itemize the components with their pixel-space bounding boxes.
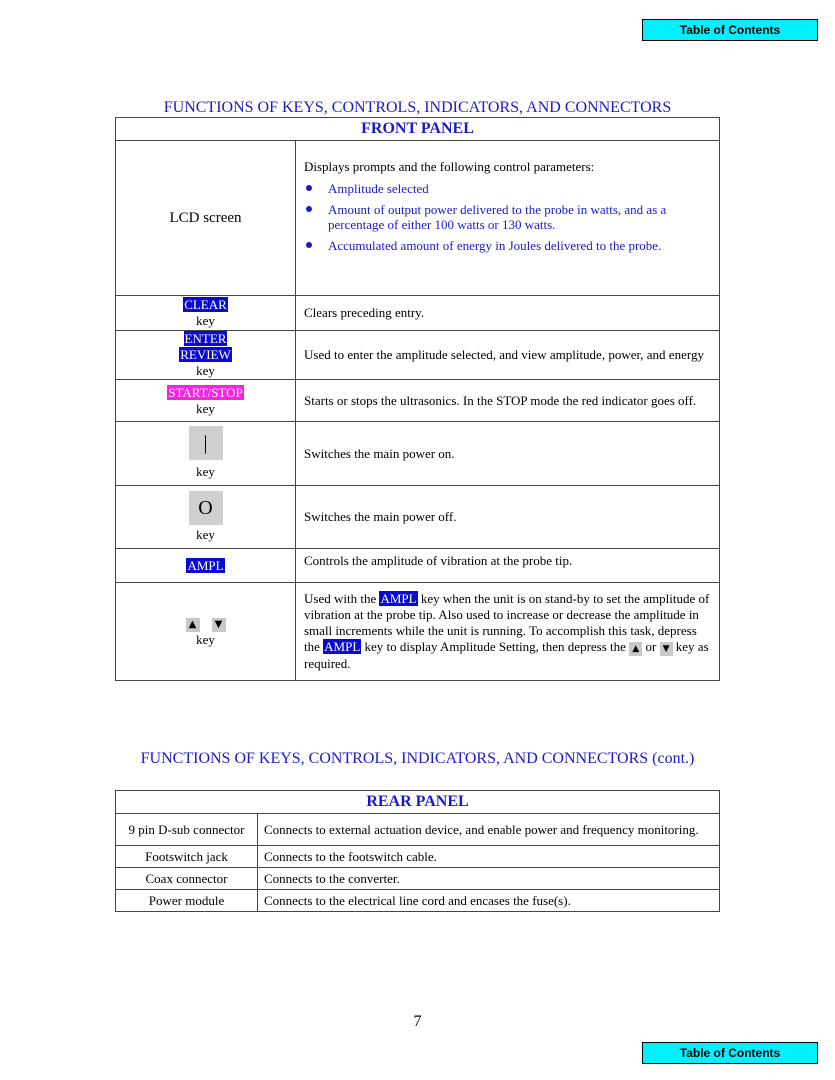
table-row bbox=[116, 141, 720, 296]
enter-review-key-desc: Used to enter the amplitude selected, and view amplitude, power, and energy bbox=[296, 331, 720, 380]
start-stop-key-label: START/STOP bbox=[168, 384, 243, 400]
enter-key-label: ENTER bbox=[184, 331, 227, 346]
key-word: key bbox=[196, 363, 215, 378]
rear-item-name: 9 pin D-sub connector bbox=[116, 814, 258, 846]
key-word: key bbox=[196, 313, 215, 328]
rear-item-desc: Connects to the electrical line cord and encases the fuse(s). bbox=[258, 890, 720, 912]
key-word: key bbox=[196, 632, 215, 647]
power-on-key-cell bbox=[116, 422, 296, 486]
front-section-title: FUNCTIONS OF KEYS, CONTROLS, INDICATORS, AND CONNECTORS bbox=[163, 99, 672, 116]
clear-key-cell bbox=[116, 296, 296, 331]
key-word: key bbox=[196, 463, 215, 479]
table-row bbox=[116, 890, 720, 912]
rear-item-desc: Connects to the converter. bbox=[258, 868, 720, 890]
list-item: Amplitude selected bbox=[304, 181, 711, 196]
start-stop-key-desc: Starts or stops the ultrasonics. In the STOP mode the red indicator goes off. bbox=[296, 380, 720, 422]
ampl-key-label: AMPL bbox=[187, 557, 224, 573]
lcd-bullet-list bbox=[304, 181, 711, 253]
table-row bbox=[116, 814, 720, 846]
key-word: key bbox=[196, 527, 215, 542]
table-row bbox=[116, 486, 720, 549]
start-stop-key-cell bbox=[116, 380, 296, 422]
table-of-contents-button-top[interactable]: Table of Contents bbox=[642, 19, 818, 41]
table-row bbox=[116, 846, 720, 868]
key-word: key bbox=[196, 400, 215, 416]
clear-key-desc: Clears preceding entry. bbox=[296, 296, 720, 331]
rear-panel-table bbox=[115, 790, 720, 912]
arrow-up-icon: ▲ bbox=[629, 642, 642, 656]
ampl-inline-label: AMPL bbox=[380, 591, 417, 607]
rear-item-name: Power module bbox=[116, 890, 258, 912]
rear-item-name: Footswitch jack bbox=[116, 846, 258, 868]
power-off-key-desc: Switches the main power off. bbox=[296, 486, 720, 549]
table-of-contents-button-bottom[interactable]: Table of Contents bbox=[642, 1042, 818, 1064]
table-row bbox=[116, 868, 720, 890]
ampl-key-cell bbox=[116, 549, 296, 583]
front-panel-heading: FRONT PANEL bbox=[116, 118, 720, 141]
front-panel-table bbox=[115, 117, 720, 681]
review-key-label: REVIEW bbox=[180, 347, 231, 362]
table-row bbox=[116, 549, 720, 583]
rear-item-desc: Connects to external actuation device, and enable power and frequency monitoring. bbox=[258, 814, 720, 846]
power-off-key-cell bbox=[116, 486, 296, 549]
table-row bbox=[116, 583, 720, 681]
power-off-key-icon: O bbox=[189, 491, 223, 525]
arrow-keys-desc: Used with the AMPL key when the unit is on stand-by to set the amplitude of vibration at the probe tip. Also used to increase or decrease the amplitude in small increments while the unit is running. To accomplish this task, depress the AMPL key to display Amplitude Setting, then depress the ▲ or ▼ key as required. bbox=[296, 583, 720, 681]
lcd-screen-desc bbox=[296, 141, 720, 296]
list-item: Amount of output power delivered to the probe in watts, and as a percentage of either 100 watts or 130 watts. bbox=[304, 202, 711, 232]
lcd-intro: Displays prompts and the following control parameters: bbox=[304, 159, 595, 174]
rear-section-title: FUNCTIONS OF KEYS, CONTROLS, INDICATORS, AND CONNECTORS (cont.) bbox=[140, 750, 695, 767]
arrow-down-icon: ▼ bbox=[660, 642, 673, 656]
ampl-key-desc: Controls the amplitude of vibration at the probe tip. bbox=[296, 549, 720, 583]
page-number: 7 bbox=[413, 1013, 422, 1030]
clear-key-label: CLEAR bbox=[184, 297, 227, 312]
table-row bbox=[116, 296, 720, 331]
lcd-screen-label: LCD screen bbox=[116, 141, 296, 296]
ampl-inline-label: AMPL bbox=[324, 639, 361, 655]
rear-item-name: Coax connector bbox=[116, 868, 258, 890]
table-row bbox=[116, 331, 720, 380]
table-row bbox=[116, 380, 720, 422]
rear-item-desc: Connects to the footswitch cable. bbox=[258, 846, 720, 868]
table-row bbox=[116, 422, 720, 486]
list-item: Accumulated amount of energy in Joules delivered to the probe. bbox=[304, 238, 711, 253]
arrow-keys-cell bbox=[116, 583, 296, 681]
rear-panel-heading: REAR PANEL bbox=[116, 791, 720, 814]
power-on-key-desc: Switches the main power on. bbox=[296, 422, 720, 486]
arrow-up-icon: ▲ bbox=[186, 618, 200, 632]
enter-review-key-cell bbox=[116, 331, 296, 380]
arrow-down-icon: ▼ bbox=[212, 618, 226, 632]
power-on-key-icon: | bbox=[189, 426, 223, 460]
